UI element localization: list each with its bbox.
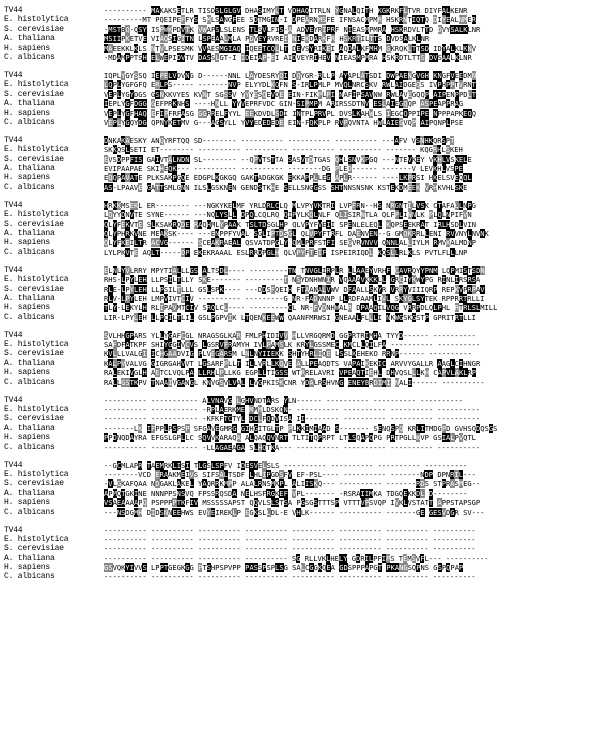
sequence-segment: LYLPKVTE AQLT-----DP EKEKRAAAL ESLRRDPGLH QLVPYFTEIF ISPEIRIQDL KQSLLRLKLS PVTLFLLLNP [104, 247, 468, 257]
alignment-row [4, 572, 598, 581]
alignment-row [4, 396, 598, 405]
sequence-segment: QLYFKEILTR ACVG------ SCEAKRAEAL QSVATDPGLY QMLPRFSTFI SEGVRVNVV QNNLALLIYLM RMVKALMDNP [104, 238, 477, 248]
alignment-row [4, 294, 598, 303]
species-name: S. cerevisiae [4, 544, 64, 554]
alignment-row [4, 266, 598, 275]
sequence-segment: -MSTBQ-QSY ISPWKPDVTK VWAPSLSLENS TLSVLFIS-A ADVEYRIPRF NIEASMPMRA HSKRDVLTTD DVYSALKLNR [104, 24, 481, 34]
sequence-segment: QLYFEKVTE SLKSAKRQDE RAQHMLYPAAK TSLTDSGLHP QLVPYFVEII SPENLELEQL KQPSEEKRAT IRLHSDLVIN [104, 219, 477, 229]
species-name: C. albicans [4, 442, 55, 452]
alignment-row [4, 201, 598, 210]
species-name: A. thaliana [4, 164, 55, 174]
species-name: C. albicans [4, 182, 55, 192]
sequence-segment: LIR-LPYLEH LLPCILTLIL GSLPGPVIK LTQENKEEWW QAANFMRWSI GNEAALFLLLI NKWGSKGSTP GPRITRTLLI [104, 312, 476, 322]
sequence-segment: ---------- ----------- ALVNAVG LGHVNDTARS YLN------ ---------- ---------- ---------- [104, 395, 463, 405]
alignment-block [4, 331, 598, 387]
sequence-segment: LQPLYGFGFQ ERLPS----- -------NVP ELYYDLKQFN S-IRLPMLP MVQLNRCSKV RWLAIDGEQS IVPHPPTVRNT [104, 80, 476, 90]
species-name: H. sapiens [4, 303, 51, 313]
alignment-row [4, 229, 598, 238]
species-name: TV44 [4, 200, 23, 210]
alignment-row [4, 90, 598, 99]
species-name: S. cerevisiae [4, 89, 64, 99]
species-name: S. cerevisiae [4, 479, 64, 489]
alignment-row [4, 508, 598, 517]
alignment-row [4, 359, 598, 368]
sequence-segment: RLE-LPYLEH LLPSILTLLL GSLSPK---- ---DDSFQEIH FTAANALVWV DFAALLSKYR VRRYVIIIQRP REPKVPRPAV [104, 284, 485, 294]
sequence-segment: KVLLLVALGI ICHGAADVIG PLVEGARSM LNLNYIIEKK SHTYHRLIQE LSSLKEHEKO RRNP------ ---------- [104, 349, 472, 359]
species-name: A. thaliana [4, 34, 55, 44]
sequence-segment: TLY-LEKYLH RLIPAVMTCIV SRQLCL---- ---------CL NR-FVDNHWALR DPAAQILVQG VRRPDLQLPHL RTRLSLMILL [104, 303, 498, 313]
alignment-row [4, 535, 598, 544]
sequence-segment: EVIPAAPAE SKIHEQK--- ---------- ---------- --------DG PLED------ -------V LEVKHLVSPE [104, 164, 463, 174]
alignment-row [4, 498, 598, 507]
alignment-row [4, 183, 598, 192]
alignment-row [4, 173, 598, 182]
alignment-row [4, 489, 598, 498]
sequence-segment: DNKAKAESKY ANQYRFTQQ SD-------- ---------- ---------- ---------- ---AFV VSNHKQRSPT [104, 135, 455, 145]
sequence-segment: --------VCD ERAAKMEIVS SIFSALTSDF LHLIPGDSFV EF-PSL---- ---------- -------NDP DPNRIL--- [104, 469, 476, 479]
sequence-segment: ---------MT PQEIPEFFYS SMLSANGFEE SDTMGIN-I DPEARNMSFE IFNSACMPMR HSKRNTIQTQ DIYEALNMER [104, 15, 476, 25]
alignment-row [4, 526, 598, 535]
species-name: TV44 [4, 395, 23, 405]
sequence-segment: ---------- ----------- -RPLAERKME MMMLDSKQN- ---------- ---------- ---------- ---------- [104, 405, 480, 415]
alignment-row [4, 563, 598, 572]
alignment-row [4, 155, 598, 164]
alignment-row [4, 313, 598, 322]
alignment-row [4, 349, 598, 358]
alignment-row [4, 71, 598, 80]
sequence-segment: ELNLYVLRRY MPYTIALLLGS ALTSDL---- ---------TN TNVGLIRPLR LLAAEYVRHF CAVRQYYPNM LQPMISTSDN [104, 265, 485, 275]
sequence-segment: -MDAMPPTSH ELWEPIDVTV DASSLGT-I IDEIAP-EI AIDVEYRIHEV NIEASMPMRA HSKRDTLTTS DVSAALKLNR [104, 52, 472, 62]
sequence-segment: EQQPAVATE PLKSAKPGQE EDGPLKGKGQ GAKTADGKGK EKKAPPLLEG APLR------ ----LKPRSI HKELSVEQQL [104, 173, 472, 183]
alignment-block [4, 396, 598, 452]
sequence-segment: GSVQKYIVVS LPPTGEGKGG PTSHPSPVPP PASSPSPLSG SALCGGKQEA GDSPPPAPGT PKANGSQPNS GSPQPAP [104, 563, 464, 573]
sequence-segment: VEPLYGFHAQ EFIPFRFASG GGRRELFYYL EEKDVDLSDI INTPLPRVPL DVSLKAHWLS IEGCQPPIPE NPPPAPKEQQ [104, 108, 477, 118]
species-name: TV44 [4, 135, 23, 145]
alignment-row [4, 6, 598, 15]
sequence-segment: -VLGKAFQAA NDGAKLAKEL YAQRRKMPP ALALRNSMKPL ALIISKQ--- ---------- -------RDS STPRASMEG-- [104, 479, 481, 489]
species-name: H. sapiens [4, 173, 51, 183]
alignment-block [4, 136, 598, 192]
species-name: E. histolytica [4, 15, 69, 25]
species-name: S. cerevisiae [4, 219, 64, 229]
species-name: H. sapiens [4, 498, 51, 508]
sequence-segment: ---NSDGMH DIDSNNEEHWS EVYEIREKLP EGKSLLDL-E VHLK------ ---------- -------GE GESVDGR SV--- [104, 507, 485, 517]
sequence-segment: VEPLYGQYDG QPNYKETMV G---AGSYLL YVYEDEDEDE EIN-FQKPLP RVPQVNTA HWLAIEGVQP AIPQNPLPSE [104, 117, 464, 127]
alignment-block [4, 6, 598, 62]
species-name: H. sapiens [4, 43, 51, 53]
species-name: C. albicans [4, 377, 55, 387]
alignment-row [4, 210, 598, 219]
alignment-row [4, 53, 598, 62]
sequence-segment: PPDNQDAYRA EFGSLGPLLC SQVVKARAQA ALQAQQVNRT TLTITQPRPT LTLSQAPQPG PRTPGLLKVP GSIALPVQTL [104, 433, 476, 443]
species-name: E. histolytica [4, 210, 69, 220]
sequence-segment: RALLGSTKPV TNAAIVGANGL KNVGSVLVAL LVGPKISKCNR YDALRSHVNG ENEYBRDIMI NALI------ ---------- [104, 377, 485, 387]
alignment-block [4, 201, 598, 257]
alignment-row [4, 238, 598, 247]
species-name: H. sapiens [4, 108, 51, 118]
species-name: C. albicans [4, 52, 55, 62]
species-name: A. thaliana [4, 553, 55, 563]
sequence-segment: ---------- ---------- ---------- ---------- SG RLLVKLHELY GDRILPFIPS TEMSVFL--- ---------- [104, 553, 489, 563]
alignment-row [4, 285, 598, 294]
alignment-row [4, 331, 598, 340]
alignment-row [4, 80, 598, 89]
sequence-segment: ---------- MAKAKSETLR TISDSLGLGV DHASIMYLT VDHAQITRLN YGNALQITH KGKRKFLTVR DIYFALKENR [104, 6, 468, 15]
species-name: E. histolytica [4, 80, 69, 90]
species-name: C. albicans [4, 572, 55, 582]
species-name: TV44 [4, 525, 23, 535]
species-name: E. histolytica [4, 275, 69, 285]
species-name: C. albicans [4, 117, 55, 127]
sequence-segment: ---------- ---------- ---------- ---------- ---------- ---------- ---------- ---------- [104, 534, 476, 544]
alignment-row [4, 405, 598, 414]
species-name: C. albicans [4, 312, 55, 322]
alignment-row [4, 340, 598, 349]
sequence-segment: RHS-LPYLEH LLPSILTLLY SKE------- ---------T NSYDNHWNIR VQAAAVKKKLL GRCIYKWYPG RINLIRSRSA [104, 275, 481, 285]
sequence-segment: ---------- ---------- ---------- ---------- ---------- ---------- ---------- ---------- [104, 544, 476, 554]
alignment-row [4, 554, 598, 563]
alignment-row [4, 145, 598, 154]
species-name: A. thaliana [4, 423, 55, 433]
alignment-row [4, 15, 598, 24]
sequence-segment: IEPLYGFDGG GEFPRKNHS ----HNLL YYVEPRFVDC GIN-SIPMPM ARIRSSDTNV ESLAIEGQQP ASPEAPPRAG [104, 99, 464, 109]
sequence-segment: ---------- ---------- ---------- ---------- ---------- ---------- ---------- ---------- [104, 572, 476, 582]
sequence-segment: ---------- ----------- -LLAGAEAGA SLHQTKA--- ---------- ---------- ---------- ---------- [104, 442, 480, 452]
species-name: H. sapiens [4, 368, 51, 378]
alignment-row [4, 44, 598, 53]
species-name: C. albicans [4, 247, 55, 257]
sequence-segment: --GCMLAPR TAEMRKLISI TLGSLSPFV IDESVELSLS ---------- ---------- ---------- ---------- [104, 460, 468, 470]
alignment-row [4, 378, 598, 387]
alignment-row [4, 479, 598, 488]
species-name: C. albicans [4, 507, 55, 517]
species-name: H. sapiens [4, 563, 51, 573]
alignment-row [4, 443, 598, 452]
sequence-segment: ---------- ----------- -KFKFTCTYL DCLFQDVISA II-------- ---------- ---------- ---------- [104, 414, 480, 424]
alignment-row [4, 248, 598, 257]
species-name: TV44 [4, 265, 23, 275]
sequence-segment: LQYYDNVTE SYNE------ ---NQLYSLL DPQLCQLRQ QIPYLKQLNLF QLISIRNTLA QLFPLINNLK PLQLNPIFVN [104, 210, 472, 220]
alignment-row [4, 275, 598, 284]
alignment-row [4, 99, 598, 108]
sequence-segment: MSIIPKETVE VIAQSIGITN LSPEAALMLA PDVEYRVREI NIEKDARKFR HSKRTILTTS DVDSALKLNR [104, 34, 430, 44]
alignment-row [4, 25, 598, 34]
alignment-block [4, 461, 598, 517]
alignment-row [4, 164, 598, 173]
alignment-block [4, 266, 598, 322]
species-name: E. histolytica [4, 145, 69, 155]
species-name: A. thaliana [4, 293, 55, 303]
sequence-segment: APMQTGKINE NNNPPSNSVQ FPSSRQSDA NELHSFRGKEF VPL------- -RSRAIIMKA TDGQEKKDL D-------- [104, 488, 468, 498]
sequence-segment: QLYPHRKVNE MEAKSK---- ---ENPPFYVAL SGLIPTDSGL QLVPYFTRFL DAENVEN--G GMQKRRLLENI RVVNYLNVNK [104, 228, 489, 238]
sequence-alignment-figure [4, 6, 598, 746]
sequence-segment: ---------- ---------- ---------- ---------- ---------- ---------- ---------- ---------- [104, 525, 476, 535]
sequence-segment: RALEKIVGLH AETCLVQLPA LLRHLPLLKG EGPLLTIGSS WTRRELAVRI VPEAQTIEHL DHVQSLLLKH CAPVLAKLRP [104, 368, 477, 378]
sequence-segment: MAEEKKLKLS NTVLPSESMK VVAESMGIAQ IQEETCQLLT DEVSYRIKEI AQDALKFMHM GKRQKLTTSD IDYALKLKNV [104, 43, 477, 53]
species-name: H. sapiens [4, 238, 51, 248]
sequence-segment: EVSDPPFIS GAIVTALNDN SL-------- --QPVTSTTA SASVTDTGAS QHLSNVKPGQ ---NTEVKEY VKHLVSKELE [104, 154, 472, 164]
alignment-row [4, 470, 598, 479]
species-name: E. histolytica [4, 405, 69, 415]
sequence-segment: HRKKMSEKL ER-------- ---NGKYKELMF YRLDRLCLQ MLVPYVKTRI LVPFRN--HS NRGNTILVSK CTAFALLNPG [104, 200, 476, 210]
species-name: E. histolytica [4, 534, 69, 544]
alignment-row [4, 461, 598, 470]
sequence-segment: IQPLYGYSSQ IEPELVDVNG D------NNL LAYDESRYQI DQYGR-RLLP AYAPLATSDI DWPAENGVGH KNGFVEEDMN [104, 70, 476, 80]
alignment-row [4, 433, 598, 442]
species-name: S. cerevisiae [4, 349, 64, 359]
alignment-row [4, 424, 598, 433]
sequence-segment: -------LK IFPPLPSPSP SFGAVEGMRG GIHGITGLTP PLKKIMIAAD S------- SENQSPQ KRLITMDGPD GVHSQDQSGS [104, 423, 498, 433]
species-name: TV44 [4, 330, 23, 340]
species-name: S. cerevisiae [4, 154, 64, 164]
species-name: A. thaliana [4, 358, 55, 368]
species-name: TV44 [4, 70, 23, 80]
species-name: A. thaliana [4, 99, 55, 109]
sequence-segment: VEPLYGYDGS GSNKKVYES KVNT SGSSV YYYESQEVDE EIN-FIKPLPI NAFIPSAVNW RWLAVEGQQP AIPENPPDLT [104, 89, 477, 99]
sequence-segment: AS-LPAAVE GATTSMLGNN ILSLGSKNEN GENDSTKHE SELLSNGGSS SHTNNSNSNK KSTEKDMEEK VRHKVHLSKE [104, 182, 468, 192]
species-name: S. cerevisiae [4, 414, 64, 424]
sequence-segment: RLV-LPYLEH LMPVIVTCIV ---------- ---------G NR-FADNNNP LLRDFAAMLIVL SKYGLSYTEK RPPRRTRLLI [104, 293, 485, 303]
species-name: TV44 [4, 460, 23, 470]
species-name: S. cerevisiae [4, 24, 64, 34]
alignment-row [4, 34, 598, 43]
species-name: S. cerevisiae [4, 284, 64, 294]
species-name: H. sapiens [4, 433, 51, 443]
alignment-row [4, 109, 598, 118]
sequence-segment: SKKQSLSETI ET-------- ---------- ---------- ---------- ---------- ------- KQGRHLSKEH [104, 145, 463, 155]
alignment-row [4, 414, 598, 423]
species-name: E. histolytica [4, 340, 69, 350]
alignment-row [4, 544, 598, 553]
species-name: TV44 [4, 6, 23, 15]
species-name: A. thaliana [4, 228, 55, 238]
alignment-row [4, 118, 598, 127]
alignment-row [4, 136, 598, 145]
alignment-row [4, 368, 598, 377]
sequence-segment: SAFDFATKPF SHIYGGIVCVS LGSRVFRAMYH IVLPAMSLK KRYLGSSMEC KMCLLQILFA ---------- ---------- [104, 340, 481, 350]
species-name: E. histolytica [4, 469, 69, 479]
alignment-block [4, 526, 598, 582]
sequence-segment: VSAEAAAAPQ PSPPPPTKFIV MSSSSSAPST QQVLSLSTSA PGSGSTTTSP VTTTVPSVQP IVKLVSTATT APPSTAPSGP [104, 498, 481, 508]
alignment-row [4, 220, 598, 229]
sequence-segment: KALPVVALVG GIGRGAHVVT LGSARFPLLT ILLVRLLKQVE ALLPEAQDTS VAPAIKEKIC ARVVYGALLR AAGLCIHNGR [104, 358, 481, 368]
species-name: A. thaliana [4, 488, 55, 498]
alignment-block [4, 71, 598, 127]
alignment-row [4, 303, 598, 312]
sequence-segment: SVLHHGPARS YLLYGAFCGL NRAGSGLKAR FMLPHIDIVV HLLVRGQRMD GGPRTRIMHA TYYD------ ---------- [104, 330, 476, 340]
